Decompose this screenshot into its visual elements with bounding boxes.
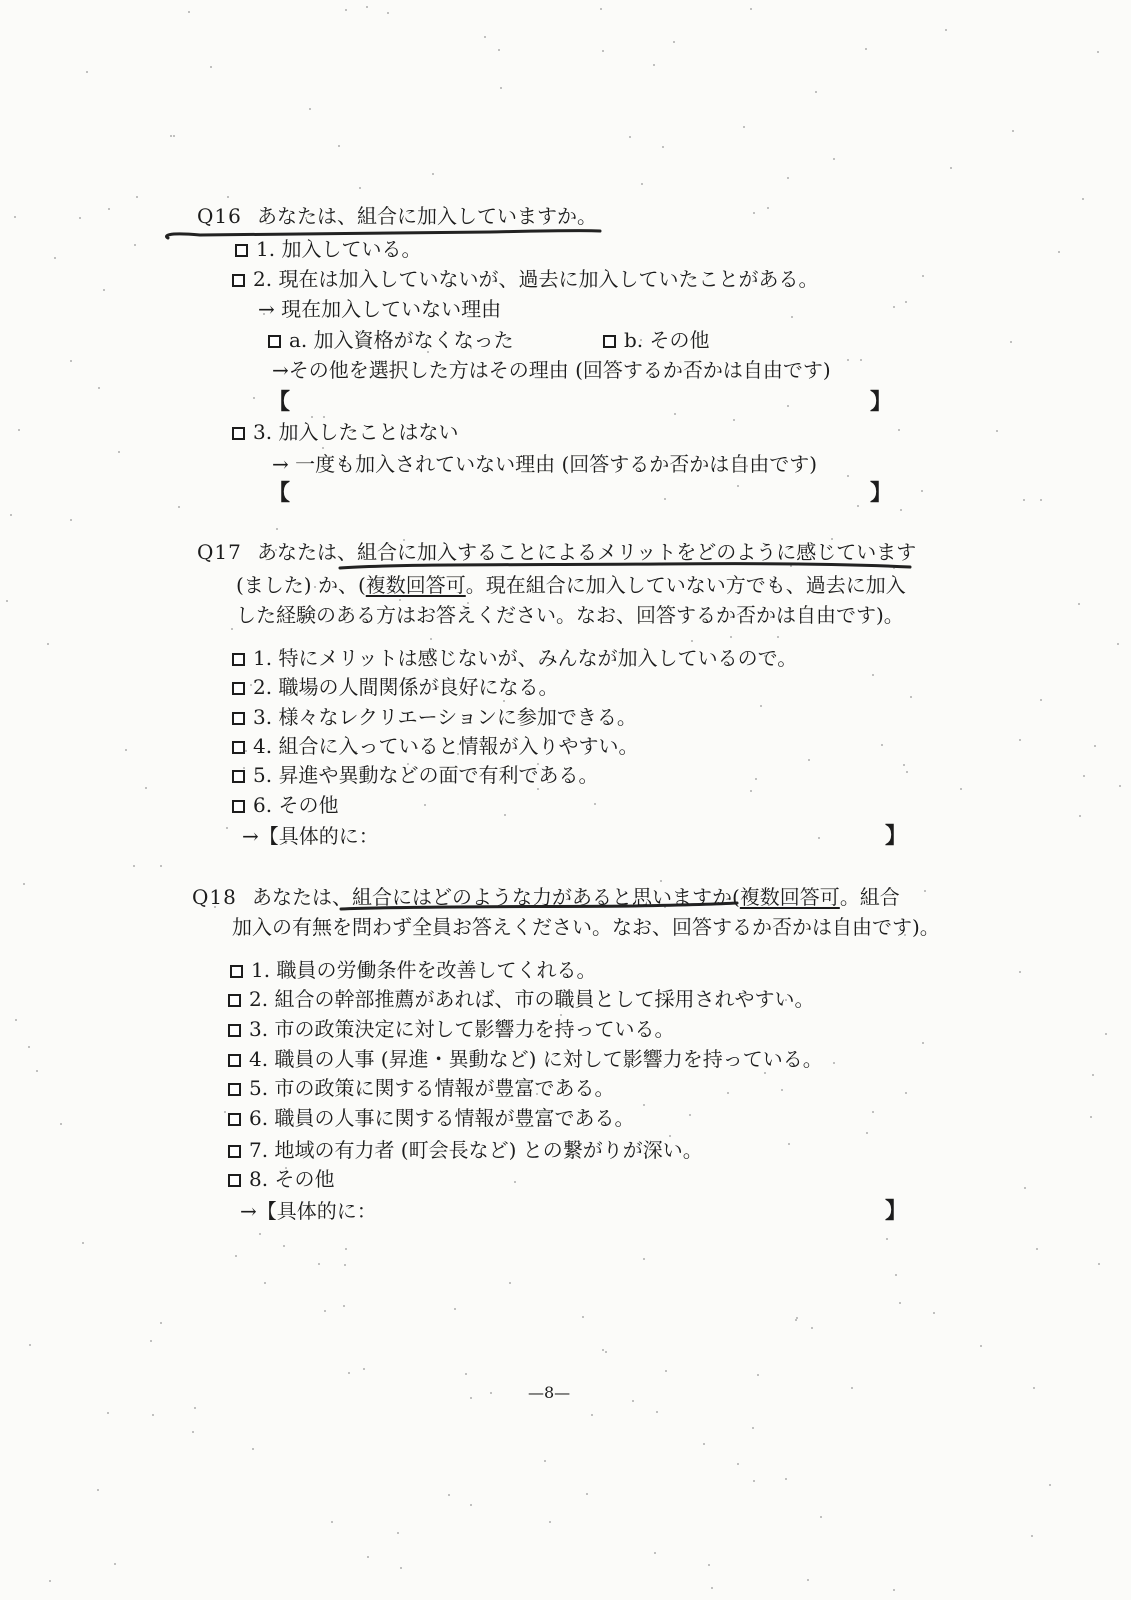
scan-speck: [730, 636, 732, 638]
q17-option-3[interactable]: 3. 様々なレクリエーションに参加できる。: [232, 704, 637, 730]
scan-speck: [689, 1114, 691, 1116]
scan-speck: [903, 764, 905, 766]
scan-speck: [264, 1282, 266, 1284]
scan-speck: [664, 498, 666, 500]
scan-speck: [454, 1308, 456, 1310]
scan-speck: [60, 1123, 62, 1125]
scan-speck: [898, 429, 900, 431]
scan-speck: [235, 1255, 237, 1257]
q16-free-answer2-open[interactable]: 【: [268, 480, 291, 506]
scan-speck: [366, 6, 368, 8]
scan-speck: [727, 1092, 729, 1094]
q17-option-6[interactable]: 6. その他: [232, 792, 338, 818]
scan-speck: [760, 705, 762, 707]
q18-option-7[interactable]: 7. 地域の有力者 (町会長など) との繋がりが深い。: [228, 1137, 703, 1163]
checkbox[interactable]: [232, 741, 245, 754]
scan-speck: [1098, 1263, 1100, 1265]
scan-speck: [757, 1374, 759, 1376]
scan-speck: [397, 1532, 399, 1534]
checkbox[interactable]: [232, 712, 245, 725]
scan-speck: [1040, 499, 1042, 501]
scan-speck: [785, 1478, 787, 1480]
q17-question-line1: Q17 あなたは、組合に加入することによるメリットをどのように感じています: [197, 540, 917, 564]
scan-speck: [484, 36, 486, 38]
scan-speck: [18, 429, 20, 431]
scan-speck: [70, 360, 72, 362]
scan-speck: [582, 1316, 584, 1318]
scan-speck: [591, 1414, 593, 1416]
scan-speck: [348, 1372, 350, 1374]
q16-option-3[interactable]: 3. 加入したことはない: [232, 419, 458, 445]
scan-speck: [820, 1516, 822, 1518]
scan-speck: [750, 8, 752, 10]
q16-number: Q16: [197, 204, 242, 228]
scan-speck: [323, 416, 325, 418]
scan-speck: [1019, 739, 1021, 741]
scan-speck: [318, 1263, 320, 1265]
scan-speck: [23, 883, 25, 885]
scan-speck: [1097, 51, 1099, 53]
page-number: —8—: [528, 1383, 571, 1402]
scan-speck: [791, 316, 793, 318]
scan-speck: [753, 212, 755, 214]
scan-speck: [818, 837, 820, 839]
scan-speck: [605, 1351, 607, 1353]
scan-speck: [895, 1274, 897, 1276]
scan-speck: [134, 244, 136, 246]
scan-speck: [787, 177, 789, 179]
scan-speck: [70, 519, 72, 521]
q16-free-answer-open[interactable]: 【: [268, 389, 291, 415]
q18-specific-close: 】: [885, 1198, 908, 1224]
scan-speck: [1058, 251, 1060, 253]
q17-specific-close: 】: [885, 823, 908, 849]
scan-speck: [500, 87, 502, 89]
q16-reason-label: → 現在加入していない理由: [258, 297, 502, 321]
scan-speck: [544, 1460, 546, 1462]
scan-speck: [1105, 1033, 1107, 1035]
scan-speck: [160, 1322, 162, 1324]
scan-speck: [399, 599, 401, 601]
scan-speck: [691, 640, 693, 642]
checkbox[interactable]: [228, 1174, 241, 1187]
scan-speck: [470, 1504, 472, 1506]
scan-speck: [1031, 1535, 1033, 1537]
scan-speck: [448, 1494, 450, 1496]
scan-speck: [753, 1480, 755, 1482]
scan-speck: [276, 528, 278, 530]
q16-question: Q16 あなたは、組合に加入していますか。: [197, 204, 597, 228]
checkbox[interactable]: [228, 1083, 241, 1096]
scan-speck: [922, 1042, 924, 1044]
checkbox[interactable]: [232, 653, 245, 666]
scan-speck: [980, 1345, 982, 1347]
scan-speck: [54, 257, 56, 259]
scan-speck: [125, 749, 127, 751]
q18-specific-field[interactable]: →【具体的に：: [240, 1199, 377, 1223]
scan-speck: [788, 1143, 790, 1145]
scan-speck: [103, 289, 105, 291]
scan-speck: [424, 804, 426, 806]
scan-speck: [905, 1092, 907, 1094]
scan-speck: [660, 880, 662, 882]
scan-speck: [945, 29, 947, 31]
scan-speck: [504, 814, 506, 816]
multiple-answers-note: 複数回答可: [739, 885, 840, 909]
scan-speck: [881, 744, 883, 746]
scan-speck: [656, 1411, 658, 1413]
scan-speck: [600, 8, 602, 10]
scan-speck: [10, 514, 12, 516]
scan-speck: [641, 183, 643, 185]
scan-speck: [811, 1327, 813, 1329]
scan-speck: [900, 509, 902, 511]
checkbox[interactable]: [232, 427, 245, 440]
scan-speck: [808, 759, 810, 761]
scan-speck: [36, 1070, 38, 1072]
scan-speck: [98, 387, 100, 389]
scan-speck: [777, 636, 779, 638]
scan-speck: [910, 696, 912, 698]
scan-speck: [192, 1431, 194, 1433]
scan-speck: [430, 638, 432, 640]
scan-speck: [49, 1580, 51, 1582]
q16-free-answer-close: 】: [870, 389, 893, 415]
scan-speck: [893, 1589, 895, 1591]
q17-option-5[interactable]: 5. 昇進や異動などの面で有利である。: [232, 762, 598, 788]
scan-speck: [345, 9, 347, 11]
scan-speck: [860, 359, 862, 361]
scan-speck: [173, 135, 175, 137]
q18-option-8[interactable]: 8. その他: [228, 1166, 334, 1192]
scan-speck: [752, 1427, 754, 1429]
scan-speck: [586, 1493, 588, 1495]
scan-speck: [107, 1412, 109, 1414]
scan-speck: [343, 1305, 345, 1307]
q17-question-line2: (ました) か、(複数回答可。現在組合に加入していない方でも、過去に加入: [236, 573, 906, 597]
scan-speck: [602, 50, 604, 52]
scan-speck: [514, 1181, 516, 1183]
scan-speck: [602, 1349, 604, 1351]
scan-speck: [145, 787, 147, 789]
checkbox[interactable]: [228, 1113, 241, 1126]
scan-speck: [1012, 130, 1014, 132]
scan-speck: [847, 475, 849, 477]
scan-speck: [1092, 1074, 1094, 1076]
scan-speck: [872, 674, 874, 676]
scan-speck: [387, 12, 389, 14]
scan-speck: [750, 790, 752, 792]
scan-speck: [490, 1392, 492, 1394]
q17-question-line3: した経験のある方はお答えください。なお、回答するか否かは自由です)。: [236, 603, 904, 627]
scan-speck: [47, 643, 49, 645]
scan-speck: [1036, 1248, 1038, 1250]
q16-sub-option-b[interactable]: b. その他: [603, 327, 710, 353]
checkbox[interactable]: [232, 770, 245, 783]
scan-speck: [231, 628, 233, 630]
scan-speck: [170, 135, 172, 137]
q17-option-1[interactable]: 1. 特にメリットは感じないが、みんなが加入しているので。: [232, 645, 797, 671]
q18-option-3[interactable]: 3. 市の政策決定に対して影響力を持っている。: [228, 1016, 674, 1042]
scan-speck: [950, 167, 952, 169]
scan-speck: [114, 1563, 116, 1565]
scan-speck: [29, 1344, 31, 1346]
scan-speck: [833, 158, 835, 160]
scan-speck: [1117, 643, 1119, 645]
q17-number: Q17: [197, 540, 242, 564]
scan-speck: [311, 416, 313, 418]
scan-speck: [79, 217, 81, 219]
checkbox[interactable]: [228, 994, 241, 1007]
q17-option-2[interactable]: 2. 職場の人間関係が良好になる。: [232, 674, 558, 700]
q16-never-reason: → 一度も加入されていない理由 (回答するか否かは自由です): [272, 452, 818, 476]
scan-speck: [733, 419, 735, 421]
scan-speck: [537, 788, 539, 790]
scan-speck: [331, 1521, 333, 1523]
q18-question-line1: Q18 あなたは、組合にはどのような力があると思いますか(複数回答可。組合: [192, 885, 900, 909]
scan-speck: [345, 1248, 347, 1250]
scan-speck: [1049, 1484, 1051, 1486]
scan-speck: [996, 430, 998, 432]
scan-speck: [1083, 775, 1085, 777]
scan-speck: [662, 146, 664, 148]
scan-speck: [743, 126, 745, 128]
scan-speck: [737, 1463, 739, 1465]
scan-speck: [1119, 785, 1121, 787]
q18-question-line2: 加入の有無を問わず全員お答えください。なお、回答するか否かは自由です)。: [232, 915, 940, 939]
scan-speck: [194, 1407, 196, 1409]
scan-speck: [629, 136, 631, 138]
scan-speck: [224, 1111, 226, 1113]
q16-option-2[interactable]: 2. 現在は加入していないが、過去に加入していたことがある。: [232, 266, 818, 292]
scan-speck: [764, 1072, 766, 1074]
scan-speck: [359, 187, 361, 189]
scan-speck: [509, 1282, 511, 1284]
checkbox[interactable]: [228, 1054, 241, 1067]
scan-speck: [643, 1104, 645, 1106]
checkbox[interactable]: [228, 1024, 241, 1037]
scan-speck: [1082, 198, 1084, 200]
checkbox[interactable]: [228, 1145, 241, 1158]
q17-specific-field[interactable]: →【具体的に：: [242, 824, 379, 848]
checkbox[interactable]: [230, 965, 243, 978]
scan-speck: [807, 1579, 809, 1581]
q16-free-answer2-close: 】: [870, 480, 893, 506]
q17-option-4[interactable]: 4. 組合に入っていると情報が入りやすい。: [232, 733, 638, 759]
scan-speck: [654, 1552, 656, 1554]
scan-speck: [97, 1489, 99, 1491]
scan-speck: [309, 108, 311, 110]
scan-speck: [6, 600, 8, 602]
multiple-answers-note: 複数回答可: [365, 573, 466, 597]
scan-speck: [674, 413, 676, 415]
scan-speck: [253, 397, 255, 399]
scan-speck: [665, 1370, 667, 1372]
scan-speck: [470, 1397, 472, 1399]
scan-speck: [14, 216, 16, 218]
scan-speck: [283, 1245, 285, 1247]
scan-speck: [795, 1319, 797, 1321]
scan-speck: [160, 865, 162, 867]
scan-speck: [1078, 603, 1080, 605]
q18-option-5[interactable]: 5. 市の政策に関する情報が豊富である。: [228, 1075, 614, 1101]
scan-speck: [711, 1587, 713, 1589]
checkbox[interactable]: [232, 274, 245, 287]
scan-speck: [465, 1373, 467, 1375]
q18-option-2[interactable]: 2. 組合の幹部推薦があれば、市の職員として採用されやすい。: [228, 986, 814, 1012]
scan-speck: [1033, 1387, 1035, 1389]
scan-speck: [866, 1132, 868, 1134]
scan-speck: [324, 1310, 326, 1312]
checkbox[interactable]: [235, 244, 248, 257]
scan-speck: [787, 405, 789, 407]
scan-speck: [28, 1046, 30, 1048]
scan-speck: [136, 196, 138, 198]
scan-speck: [755, 778, 757, 780]
checkbox[interactable]: [603, 335, 616, 348]
scan-speck: [1079, 815, 1081, 817]
checkbox[interactable]: [232, 800, 245, 813]
scan-speck: [767, 207, 769, 209]
scan-speck: [178, 506, 180, 508]
scan-speck: [857, 505, 859, 507]
scan-speck: [1010, 341, 1012, 343]
scan-speck: [86, 71, 88, 73]
scan-speck: [503, 700, 505, 702]
scan-speck: [865, 48, 867, 50]
scan-speck: [226, 827, 228, 829]
scan-speck: [400, 1567, 402, 1569]
scan-speck: [673, 41, 675, 43]
scan-speck: [924, 890, 926, 892]
scan-speck: [905, 301, 907, 303]
scan-speck: [922, 275, 924, 277]
scan-speck: [188, 11, 190, 13]
scan-speck: [133, 865, 135, 867]
scan-speck: [708, 1564, 710, 1566]
checkbox[interactable]: [268, 335, 281, 348]
scan-speck: [960, 788, 962, 790]
scan-speck: [643, 1258, 645, 1260]
checkbox[interactable]: [232, 682, 245, 695]
scan-speck: [498, 49, 500, 51]
scan-speck: [815, 91, 817, 93]
scan-speck: [1040, 699, 1042, 701]
scan-speck: [893, 306, 895, 308]
scan-speck: [82, 1242, 84, 1244]
scan-speck: [1090, 1116, 1092, 1118]
q16-sub-option-a[interactable]: a. 加入資格がなくなった: [268, 327, 514, 353]
scan-speck: [921, 490, 923, 492]
q18-option-4[interactable]: 4. 職員の人事 (昇進・異動など) に対して影響力を持っている。: [228, 1046, 823, 1072]
scan-speck: [432, 173, 434, 175]
scan-speck: [15, 1019, 17, 1021]
scan-speck: [322, 447, 324, 449]
q16-option-1[interactable]: 1. 加入している。: [235, 236, 421, 262]
scan-speck: [363, 1368, 365, 1370]
scan-speck: [108, 208, 110, 210]
scan-speck: [632, 1400, 634, 1402]
scan-speck: [703, 1443, 705, 1445]
scan-speck: [594, 803, 596, 805]
scan-speck: [653, 64, 655, 66]
scan-speck: [906, 771, 908, 773]
scan-speck: [252, 1448, 254, 1450]
scan-speck: [150, 1340, 152, 1342]
scan-speck: [1024, 1187, 1026, 1189]
scan-speck: [851, 1387, 853, 1389]
scan-speck: [118, 451, 120, 453]
q18-number: Q18: [192, 885, 237, 909]
scan-speck: [847, 359, 849, 361]
scan-speck: [210, 66, 212, 68]
scan-speck: [1023, 499, 1025, 501]
scan-speck: [886, 1238, 888, 1240]
scan-speck: [933, 1312, 935, 1314]
scan-speck: [737, 485, 739, 487]
scan-speck: [833, 1062, 835, 1064]
scan-speck: [227, 196, 229, 198]
scan-speck: [781, 1089, 783, 1091]
q18-option-6[interactable]: 6. 職員の人事に関する情報が豊富である。: [228, 1105, 634, 1131]
scan-speck: [367, 1556, 369, 1558]
scan-speck: [1094, 745, 1096, 747]
q16-other-note: →その他を選択した方はその理由 (回答するか否かは自由です): [272, 358, 831, 382]
q18-option-1[interactable]: 1. 職員の労働条件を改善してくれる。: [230, 957, 596, 983]
scan-speck: [1019, 971, 1021, 973]
scan-speck: [152, 1414, 154, 1416]
scan-speck: [344, 1264, 346, 1266]
scan-speck: [899, 1302, 901, 1304]
scan-speck: [259, 1233, 261, 1235]
scan-speck: [338, 145, 340, 147]
scan-speck: [549, 1521, 551, 1523]
scan-speck: [872, 1111, 874, 1113]
